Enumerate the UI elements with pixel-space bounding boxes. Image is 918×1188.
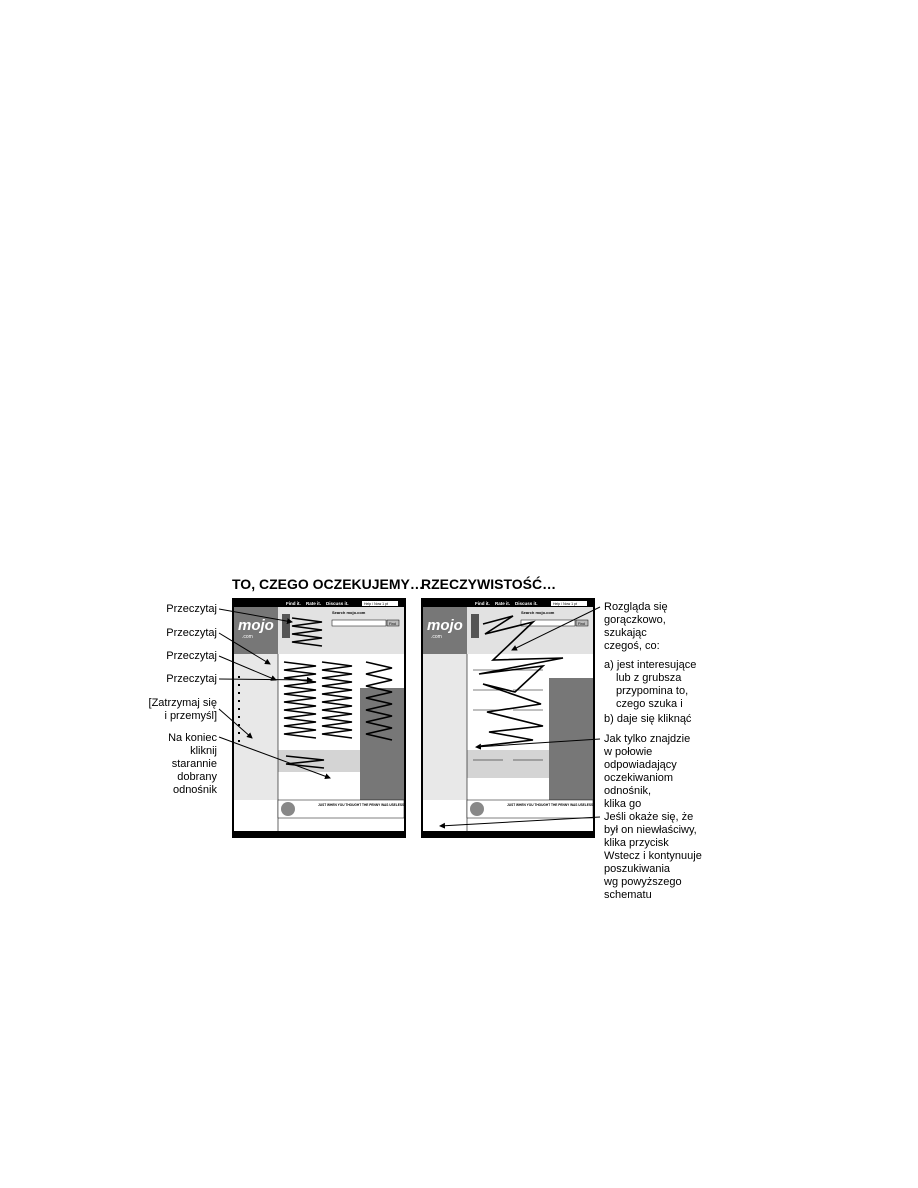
mockup-nav-discuss-2: Discuss it. [515, 601, 538, 606]
note-scan: Rozgląda się gorączkowo, szukając czegoś, co: [604, 601, 668, 652]
mockup-help: Help / Now 1 pt [364, 602, 388, 606]
mockup-logo-sub-2: .com [431, 634, 442, 640]
label-read-3: Przeczytaj [166, 650, 217, 662]
mockup-help-2: Help / Now 1 pt [553, 602, 577, 606]
label-final: Na koniec kliknij starannie dobrany odnośnik [168, 732, 217, 796]
label-read-4: Przeczytaj [166, 673, 217, 685]
mockup-nav-find: Find it. [286, 601, 301, 606]
mockup-search-button: Find [389, 622, 396, 626]
heading-expected: TO, CZEGO OCZEKUJEMY… [232, 576, 424, 592]
mockup-search-label-2: Search mojo.com [521, 610, 555, 615]
mockup-expected [232, 598, 406, 838]
mockup-reality [421, 598, 595, 838]
label-pause: [Zatrzymaj się i przemyśl] [148, 697, 217, 722]
note-click: Jak tylko znajdzie w połowie odpowiadający oczekiwaniom odnośnik, klika go [604, 733, 691, 810]
mockup-logo-2: mojo [427, 617, 463, 634]
mockup-nav-rate-2: Rate it. [495, 601, 511, 606]
label-read-2: Przeczytaj [166, 627, 217, 639]
note-back: Jeśli okaże się, że był on niewłaściwy, klika przycisk Wstecz i kontynuuje poszukiwania wg powyższego schematu [604, 811, 702, 901]
note-option-a: a) jest interesujące lub z grubsza przypomina to, czego szuka i [604, 659, 697, 710]
note-option-b: b) daje się kliknąć [604, 713, 692, 725]
mockup-logo-sub: .com [242, 634, 253, 640]
mockup-nav-find-2: Find it. [475, 601, 490, 606]
mockup-banner: JUST WHEN YOU THOUGHT THE PENNY WAS USELESS [318, 803, 404, 807]
mockup-search-label: Search mojo.com [332, 610, 366, 615]
mockup-nav-rate: Rate it. [306, 601, 322, 606]
mockup-logo: mojo [238, 617, 274, 634]
mockup-banner-2: JUST WHEN YOU THOUGHT THE PENNY WAS USELESS [507, 803, 593, 807]
label-read-1: Przeczytaj [166, 603, 217, 615]
mockup-nav-discuss: Discuss it. [326, 601, 349, 606]
mockup-search-button-2: Find [578, 622, 585, 626]
heading-reality: RZECZYWISTOŚĆ… [421, 576, 557, 592]
